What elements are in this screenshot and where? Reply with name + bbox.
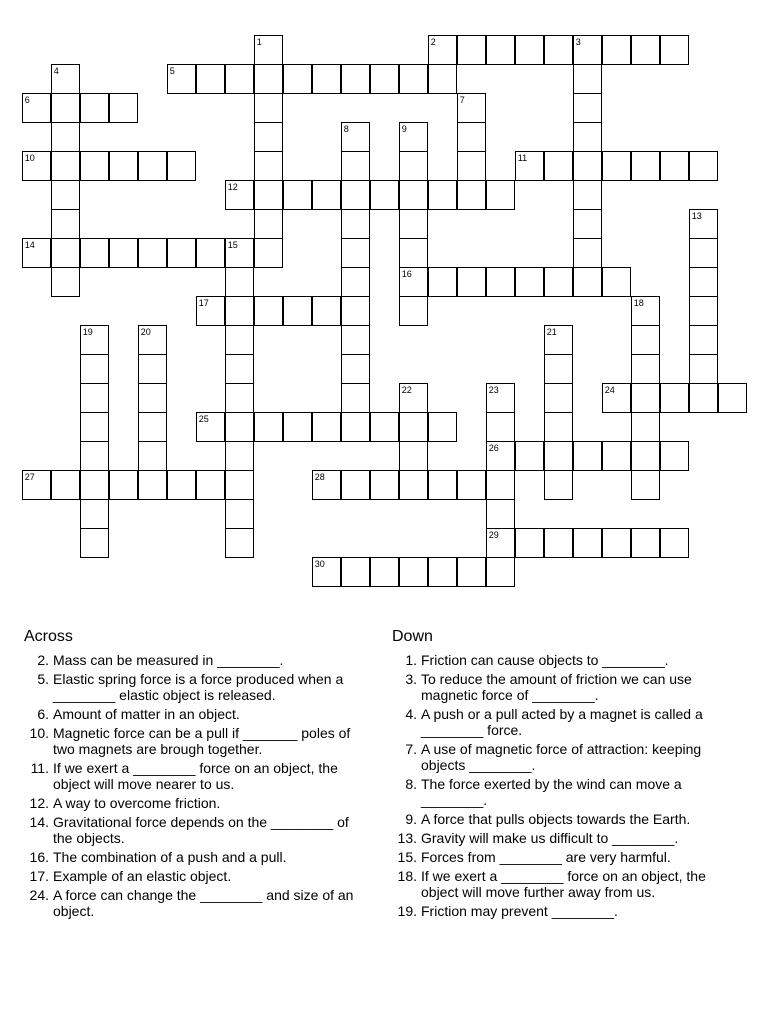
- clue-index: 2.: [37, 652, 49, 668]
- grid-cell[interactable]: [80, 325, 109, 355]
- clue-number: 18: [633, 298, 644, 309]
- grid-cell[interactable]: [428, 267, 457, 297]
- grid-cell[interactable]: [80, 354, 109, 384]
- grid-cell[interactable]: [457, 470, 486, 500]
- across-clues: [24, 628, 369, 922]
- grid-cell[interactable]: [486, 412, 515, 442]
- grid-cell[interactable]: [515, 151, 544, 181]
- grid-cell[interactable]: [370, 557, 399, 587]
- grid-cell[interactable]: [689, 354, 718, 384]
- clue-index: 11.: [30, 760, 49, 776]
- grid-cell[interactable]: [225, 528, 254, 558]
- grid-cell[interactable]: [341, 383, 370, 413]
- grid-cell[interactable]: [312, 470, 341, 500]
- grid-cell[interactable]: [138, 238, 167, 268]
- grid-cell[interactable]: [660, 151, 689, 181]
- grid-cell[interactable]: [167, 238, 196, 268]
- clue-number: 30: [314, 559, 325, 570]
- grid-cell[interactable]: [689, 209, 718, 239]
- grid-cell[interactable]: [602, 441, 631, 471]
- clue-number: 22: [401, 385, 412, 396]
- grid-cell[interactable]: [573, 267, 602, 297]
- grid-cell[interactable]: [399, 557, 428, 587]
- down-clue: [392, 652, 742, 668]
- grid-cell[interactable]: [689, 325, 718, 355]
- grid-cell[interactable]: [51, 238, 80, 268]
- clue-index: 9.: [405, 811, 417, 827]
- grid-cell[interactable]: [22, 470, 51, 500]
- clue-index: 7.: [405, 741, 417, 757]
- clue-number: 29: [488, 530, 499, 541]
- grid-cell[interactable]: [631, 325, 660, 355]
- grid-cell[interactable]: [138, 470, 167, 500]
- across-clue: [24, 652, 369, 668]
- grid-cell[interactable]: [51, 209, 80, 239]
- grid-cell[interactable]: [602, 528, 631, 558]
- grid-cell[interactable]: [341, 64, 370, 94]
- across-clue: [24, 887, 369, 919]
- grid-cell[interactable]: [631, 296, 660, 326]
- grid-cell[interactable]: [544, 325, 573, 355]
- clue-index: 16.: [29, 849, 49, 865]
- grid-cell[interactable]: [457, 557, 486, 587]
- clue-index: 4.: [405, 706, 417, 722]
- grid-cell[interactable]: [573, 180, 602, 210]
- grid-cell[interactable]: [138, 325, 167, 355]
- clue-text: If we exert a ________ force on an object, the object will move further away from us.: [421, 868, 706, 900]
- down-clue: [392, 706, 742, 738]
- grid-cell[interactable]: [486, 383, 515, 413]
- grid-cell[interactable]: [80, 528, 109, 558]
- across-clue: [24, 671, 369, 703]
- grid-cell[interactable]: [689, 238, 718, 268]
- grid-cell[interactable]: [399, 441, 428, 471]
- grid-cell[interactable]: [486, 499, 515, 529]
- down-clue: [392, 868, 742, 900]
- grid-cell[interactable]: [457, 180, 486, 210]
- clue-text: Gravity will make us difficult to ________.: [421, 830, 679, 846]
- grid-cell[interactable]: [80, 412, 109, 442]
- clue-number: 11: [517, 153, 528, 164]
- grid-cell[interactable]: [631, 151, 660, 181]
- clue-index: 24.: [29, 887, 49, 903]
- clue-number: 15: [227, 240, 238, 251]
- down-clue: [392, 776, 742, 808]
- clue-number: 17: [198, 298, 209, 309]
- down-clue: [392, 830, 742, 846]
- grid-cell[interactable]: [399, 238, 428, 268]
- clue-index: 13.: [397, 830, 417, 846]
- grid-cell[interactable]: [196, 470, 225, 500]
- grid-cell[interactable]: [428, 557, 457, 587]
- clue-number: 8: [343, 124, 349, 135]
- grid-cell[interactable]: [312, 64, 341, 94]
- grid-cell[interactable]: [225, 64, 254, 94]
- grid-cell[interactable]: [689, 383, 718, 413]
- clue-number: 6: [24, 95, 30, 106]
- grid-cell[interactable]: [573, 238, 602, 268]
- clue-number: 9: [401, 124, 407, 135]
- grid-cell[interactable]: [225, 325, 254, 355]
- grid-cell[interactable]: [457, 267, 486, 297]
- grid-cell[interactable]: [80, 499, 109, 529]
- grid-cell[interactable]: [254, 151, 283, 181]
- grid-cell[interactable]: [80, 151, 109, 181]
- grid-cell[interactable]: [573, 122, 602, 152]
- grid-cell[interactable]: [486, 557, 515, 587]
- grid-cell[interactable]: [283, 412, 312, 442]
- clue-text: A force that pulls objects towards the Earth.: [421, 811, 691, 827]
- grid-cell[interactable]: [138, 383, 167, 413]
- grid-cell[interactable]: [399, 64, 428, 94]
- grid-cell[interactable]: [254, 64, 283, 94]
- grid-cell[interactable]: [573, 441, 602, 471]
- grid-cell[interactable]: [109, 93, 138, 123]
- grid-cell[interactable]: [254, 93, 283, 123]
- grid-cell[interactable]: [573, 209, 602, 239]
- grid-cell[interactable]: [196, 296, 225, 326]
- grid-cell[interactable]: [283, 64, 312, 94]
- grid-cell[interactable]: [51, 64, 80, 94]
- grid-cell[interactable]: [515, 35, 544, 65]
- clue-index: 10.: [29, 725, 49, 741]
- grid-cell[interactable]: [399, 151, 428, 181]
- clue-number: 10: [24, 153, 35, 164]
- clue-number: 2: [430, 37, 436, 48]
- grid-cell[interactable]: [283, 180, 312, 210]
- across-heading: Across: [24, 628, 73, 645]
- grid-cell[interactable]: [573, 93, 602, 123]
- grid-cell[interactable]: [544, 151, 573, 181]
- across-clue-list: [24, 652, 369, 919]
- clue-text: Forces from ________ are very harmful.: [421, 849, 671, 865]
- grid-cell[interactable]: [544, 35, 573, 65]
- clue-index: 15.: [397, 849, 417, 865]
- clue-text: Friction may prevent ________.: [421, 903, 618, 919]
- clue-number: 28: [314, 472, 325, 483]
- clue-text: If we exert a ________ force on an object, the object will move nearer to us.: [53, 760, 338, 792]
- grid-cell[interactable]: [312, 180, 341, 210]
- clue-number: 5: [169, 66, 175, 77]
- grid-cell[interactable]: [631, 354, 660, 384]
- grid-cell[interactable]: [544, 470, 573, 500]
- grid-cell[interactable]: [370, 180, 399, 210]
- grid-cell[interactable]: [109, 470, 138, 500]
- grid-cell[interactable]: [399, 267, 428, 297]
- grid-cell[interactable]: [22, 238, 51, 268]
- clue-text: Elastic spring force is a force produced when a ________ elastic object is released.: [53, 671, 344, 703]
- grid-cell[interactable]: [51, 180, 80, 210]
- grid-cell[interactable]: [225, 383, 254, 413]
- grid-cell[interactable]: [602, 35, 631, 65]
- grid-cell[interactable]: [602, 267, 631, 297]
- grid-cell[interactable]: [196, 238, 225, 268]
- clue-text: A push or a pull acted by a magnet is called a ________ force.: [421, 706, 703, 738]
- clue-text: A use of magnetic force of attraction: keeping objects ________.: [421, 741, 702, 773]
- grid-cell[interactable]: [341, 412, 370, 442]
- clue-text: A force can change the ________ and size of an object.: [53, 887, 354, 919]
- grid-cell[interactable]: [515, 267, 544, 297]
- grid-cell[interactable]: [51, 122, 80, 152]
- grid-cell[interactable]: [283, 296, 312, 326]
- grid-cell[interactable]: [631, 528, 660, 558]
- down-heading: Down: [392, 628, 433, 645]
- grid-cell[interactable]: [341, 151, 370, 181]
- grid-cell[interactable]: [660, 441, 689, 471]
- grid-cell[interactable]: [370, 470, 399, 500]
- grid-cell[interactable]: [341, 557, 370, 587]
- grid-cell[interactable]: [428, 470, 457, 500]
- grid-cell[interactable]: [631, 441, 660, 471]
- grid-cell[interactable]: [573, 151, 602, 181]
- grid-cell[interactable]: [225, 354, 254, 384]
- across-clue: [24, 814, 369, 846]
- clue-index: 8.: [405, 776, 417, 792]
- grid-cell[interactable]: [80, 383, 109, 413]
- grid-cell[interactable]: [428, 64, 457, 94]
- grid-cell[interactable]: [225, 267, 254, 297]
- grid-cell[interactable]: [399, 209, 428, 239]
- grid-cell[interactable]: [689, 151, 718, 181]
- grid-cell[interactable]: [457, 93, 486, 123]
- grid-cell[interactable]: [22, 151, 51, 181]
- clue-text: Gravitational force depends on the ________ of the objects.: [53, 814, 349, 846]
- grid-cell[interactable]: [80, 93, 109, 123]
- grid-cell[interactable]: [660, 383, 689, 413]
- down-clue: [392, 741, 742, 773]
- grid-cell[interactable]: [341, 267, 370, 297]
- clue-index: 1.: [405, 652, 417, 668]
- clue-number: 7: [459, 95, 465, 106]
- grid-cell[interactable]: [486, 267, 515, 297]
- grid-cell[interactable]: [254, 180, 283, 210]
- clue-number: 24: [604, 385, 615, 396]
- clue-number: 3: [575, 37, 581, 48]
- grid-cell[interactable]: [22, 93, 51, 123]
- grid-cell[interactable]: [689, 296, 718, 326]
- across-clue: [24, 706, 369, 722]
- down-clue: [392, 811, 742, 827]
- grid-cell[interactable]: [544, 383, 573, 413]
- across-clue: [24, 849, 369, 865]
- clue-number: 25: [198, 414, 209, 425]
- clue-index: 18.: [397, 868, 417, 884]
- grid-cell[interactable]: [602, 151, 631, 181]
- grid-cell[interactable]: [51, 267, 80, 297]
- across-clue: [24, 725, 369, 757]
- clue-index: 3.: [405, 671, 417, 687]
- grid-cell[interactable]: [138, 412, 167, 442]
- grid-cell[interactable]: [254, 122, 283, 152]
- grid-cell[interactable]: [457, 151, 486, 181]
- clue-number: 12: [227, 182, 238, 193]
- clue-number: 14: [24, 240, 35, 251]
- grid-cell[interactable]: [196, 64, 225, 94]
- down-clue-list: [392, 652, 742, 919]
- grid-cell[interactable]: [399, 180, 428, 210]
- grid-cell[interactable]: [254, 35, 283, 65]
- grid-cell[interactable]: [486, 470, 515, 500]
- grid-cell[interactable]: [515, 528, 544, 558]
- grid-cell[interactable]: [399, 412, 428, 442]
- grid-cell[interactable]: [544, 412, 573, 442]
- grid-cell[interactable]: [399, 470, 428, 500]
- grid-cell[interactable]: [225, 238, 254, 268]
- grid-cell[interactable]: [486, 35, 515, 65]
- grid-cell[interactable]: [486, 441, 515, 471]
- grid-cell[interactable]: [544, 441, 573, 471]
- grid-cell[interactable]: [109, 238, 138, 268]
- grid-cell[interactable]: [631, 412, 660, 442]
- grid-cell[interactable]: [341, 325, 370, 355]
- clue-number: 4: [53, 66, 59, 77]
- grid-cell[interactable]: [254, 412, 283, 442]
- grid-cell[interactable]: [138, 151, 167, 181]
- grid-cell[interactable]: [51, 151, 80, 181]
- clue-index: 17.: [29, 868, 49, 884]
- grid-cell[interactable]: [196, 412, 225, 442]
- grid-cell[interactable]: [341, 238, 370, 268]
- grid-cell[interactable]: [399, 122, 428, 152]
- grid-cell[interactable]: [631, 470, 660, 500]
- grid-cell[interactable]: [341, 470, 370, 500]
- grid-cell[interactable]: [254, 209, 283, 239]
- grid-cell[interactable]: [254, 238, 283, 268]
- grid-cell[interactable]: [457, 122, 486, 152]
- grid-cell[interactable]: [457, 35, 486, 65]
- clue-index: 19.: [397, 903, 417, 919]
- grid-cell[interactable]: [254, 296, 283, 326]
- clue-text: The combination of a push and a pull.: [53, 849, 287, 865]
- grid-cell[interactable]: [312, 412, 341, 442]
- clue-number: 1: [256, 37, 262, 48]
- grid-cell[interactable]: [602, 383, 631, 413]
- grid-cell[interactable]: [631, 35, 660, 65]
- grid-cell[interactable]: [718, 383, 747, 413]
- clue-text: The force exerted by the wind can move a ________.: [421, 776, 682, 808]
- grid-cell[interactable]: [370, 64, 399, 94]
- grid-cell[interactable]: [689, 267, 718, 297]
- clue-index: 5.: [37, 671, 49, 687]
- clue-number: 20: [140, 327, 151, 338]
- across-clue: [24, 760, 369, 792]
- grid-cell[interactable]: [573, 64, 602, 94]
- grid-cell[interactable]: [80, 238, 109, 268]
- clue-index: 14.: [29, 814, 49, 830]
- down-clue: [392, 671, 742, 703]
- grid-cell[interactable]: [428, 412, 457, 442]
- clue-text: Amount of matter in an object.: [53, 706, 240, 722]
- grid-cell[interactable]: [225, 470, 254, 500]
- grid-cell[interactable]: [660, 35, 689, 65]
- across-clue: [24, 795, 369, 811]
- clue-text: Mass can be measured in ________.: [53, 652, 284, 668]
- grid-cell[interactable]: [515, 441, 544, 471]
- grid-cell[interactable]: [109, 151, 138, 181]
- grid-cell[interactable]: [51, 93, 80, 123]
- clue-number: 23: [488, 385, 499, 396]
- grid-cell[interactable]: [341, 354, 370, 384]
- clue-number: 27: [24, 472, 35, 483]
- grid-cell[interactable]: [225, 441, 254, 471]
- grid-cell[interactable]: [341, 122, 370, 152]
- grid-cell[interactable]: [544, 354, 573, 384]
- clue-text: To reduce the amount of friction we can use magnetic force of ________.: [421, 671, 692, 703]
- grid-cell[interactable]: [428, 180, 457, 210]
- clue-index: 12.: [29, 795, 49, 811]
- clue-text: Example of an elastic object.: [53, 868, 232, 884]
- clue-number: 16: [401, 269, 412, 280]
- grid-cell[interactable]: [573, 528, 602, 558]
- grid-cell[interactable]: [660, 528, 689, 558]
- grid-cell[interactable]: [312, 557, 341, 587]
- grid-cell[interactable]: [225, 499, 254, 529]
- clue-number: 19: [82, 327, 93, 338]
- across-clue: [24, 868, 369, 884]
- clue-text: Magnetic force can be a pull if _______ poles of two magnets are brough together.: [53, 725, 351, 757]
- down-clues: [392, 628, 742, 922]
- clue-text: A way to overcome friction.: [53, 795, 221, 811]
- grid-cell[interactable]: [399, 383, 428, 413]
- grid-cell[interactable]: [341, 180, 370, 210]
- grid-cell[interactable]: [631, 383, 660, 413]
- grid-cell[interactable]: [486, 528, 515, 558]
- grid-cell[interactable]: [428, 35, 457, 65]
- grid-cell[interactable]: [167, 151, 196, 181]
- clue-number: 26: [488, 443, 499, 454]
- grid-cell[interactable]: [51, 470, 80, 500]
- grid-cell[interactable]: [80, 441, 109, 471]
- grid-cell[interactable]: [341, 296, 370, 326]
- grid-cell[interactable]: [225, 180, 254, 210]
- grid-cell[interactable]: [225, 296, 254, 326]
- grid-cell[interactable]: [138, 441, 167, 471]
- grid-cell[interactable]: [573, 35, 602, 65]
- clue-number: 21: [546, 327, 557, 338]
- grid-cell[interactable]: [167, 470, 196, 500]
- grid-cell[interactable]: [544, 267, 573, 297]
- grid-cell[interactable]: [312, 296, 341, 326]
- grid-cell[interactable]: [167, 64, 196, 94]
- clue-text: Friction can cause objects to ________.: [421, 652, 669, 668]
- grid-cell[interactable]: [370, 412, 399, 442]
- grid-cell[interactable]: [80, 470, 109, 500]
- grid-cell[interactable]: [225, 412, 254, 442]
- grid-cell[interactable]: [544, 528, 573, 558]
- down-clue: [392, 903, 742, 919]
- clue-number: 13: [691, 211, 702, 222]
- grid-cell[interactable]: [486, 180, 515, 210]
- grid-cell[interactable]: [138, 354, 167, 384]
- down-clue: [392, 849, 742, 865]
- clue-index: 6.: [37, 706, 49, 722]
- grid-cell[interactable]: [341, 209, 370, 239]
- grid-cell[interactable]: [399, 296, 428, 326]
